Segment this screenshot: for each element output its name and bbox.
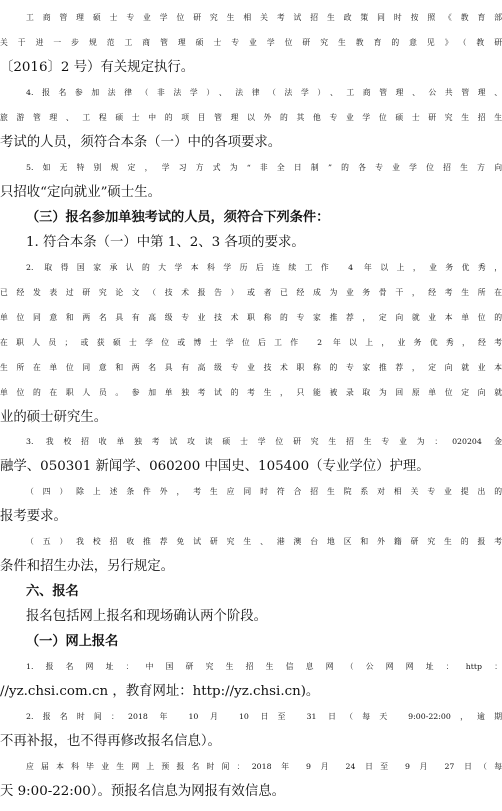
text-line: 4.报名参加法律（非法学）、法律（法学）、工商管理、公共管理、 xyxy=(26,87,502,97)
text-line: 考试的人员，须符合本条（一）中的各项要求。 xyxy=(0,134,282,150)
text-line: 报名包括网上报名和现场确认两个阶段。 xyxy=(26,609,268,625)
text-line: 业的硕士研究生。 xyxy=(0,409,108,425)
section-heading: 六、报名 xyxy=(26,584,79,600)
text-line: 2.报名时间：2018 年 10 月 10 日至 31 日（每天 9:00-22:00，逾期 xyxy=(26,712,502,722)
text-line: 1.报名网址：中国研究生招生信息网（公网网址：http： xyxy=(26,662,502,672)
text-line: （五）我校招收推荐免试研究生、港澳台地区和外籍研究生的报考 xyxy=(26,537,502,547)
text-line: 单位的在职人员。参加单独考试的考生，只能被录取为回原单位定向就 xyxy=(0,387,502,397)
text-line: 〔2016〕2 号）有关规定执行。 xyxy=(0,59,195,75)
subsection-heading: （一）网上报名 xyxy=(26,634,119,650)
text-line: （四）除上述条件外，考生应同时符合招生院系对相关专业提出的 xyxy=(26,487,502,497)
text-line: 已经发表过研究论文（技术报告）或者已经成为业务骨干，经考生所在 xyxy=(0,287,502,297)
text-line: 2. 取得国家承认的大学本科学历后连续工作 4 年以上，业务优秀， xyxy=(26,262,502,272)
text-line: 单位同意和两名具有高级专业技术职称的专家推荐，定向就业本单位的 xyxy=(0,312,502,322)
text-line: //yz.chsi.com.cn ，教育网址：http://yz.chsi.cn)。 xyxy=(0,684,320,700)
text-line: 生所在单位同意和两名具有高级专业技术职称的专家推荐，定向就业本 xyxy=(0,362,502,372)
text-line: 5.如无特别规定，学习方式为“非全日制”的各专业学位招生方向 xyxy=(26,162,502,172)
section-heading: （三）报名参加单独考试的人员，须符合下列条件： xyxy=(26,209,330,225)
text-line: 在职人员；或获硕士学位或博士学位后工作 2 年以上，业务优秀，经考 xyxy=(0,337,502,347)
text-line: 天 9:00-22:00）。预报名信息为网报有效信息。 xyxy=(0,784,285,800)
text-line: 报考要求。 xyxy=(0,509,67,525)
text-line: 关于进一步规范工商管理硕士专业学位研究生教育的意见》（教研 xyxy=(0,37,502,47)
text-line: 3. 我校招收单独考试攻读硕士学位研究生招生专业为：020204 金 xyxy=(26,437,502,447)
text-line: 旅游管理、工程硕士中的项目管理以外的其他专业学位硕士研究生招生 xyxy=(0,112,502,122)
text-line: 应届本科毕业生网上预报名时间：2018 年 9 月 24 日至 9 月 27 日（每 xyxy=(26,762,502,772)
text-line: 条件和招生办法，另行规定。 xyxy=(0,559,175,575)
text-line: 工商管理硕士专业学位研究生相关考试招生政策同时按照《教育部 xyxy=(26,13,502,22)
text-line: 只招收“定向就业”硕士生。 xyxy=(0,184,161,200)
text-line: 不再补报，也不得再修改报名信息）。 xyxy=(0,734,221,750)
text-line: 融学、050301 新闻学、060200 中国史、105400（专业学位）护理。 xyxy=(0,459,430,475)
text-line: 1. 符合本条（一）中第 1、2、3 各项的要求。 xyxy=(26,234,305,250)
